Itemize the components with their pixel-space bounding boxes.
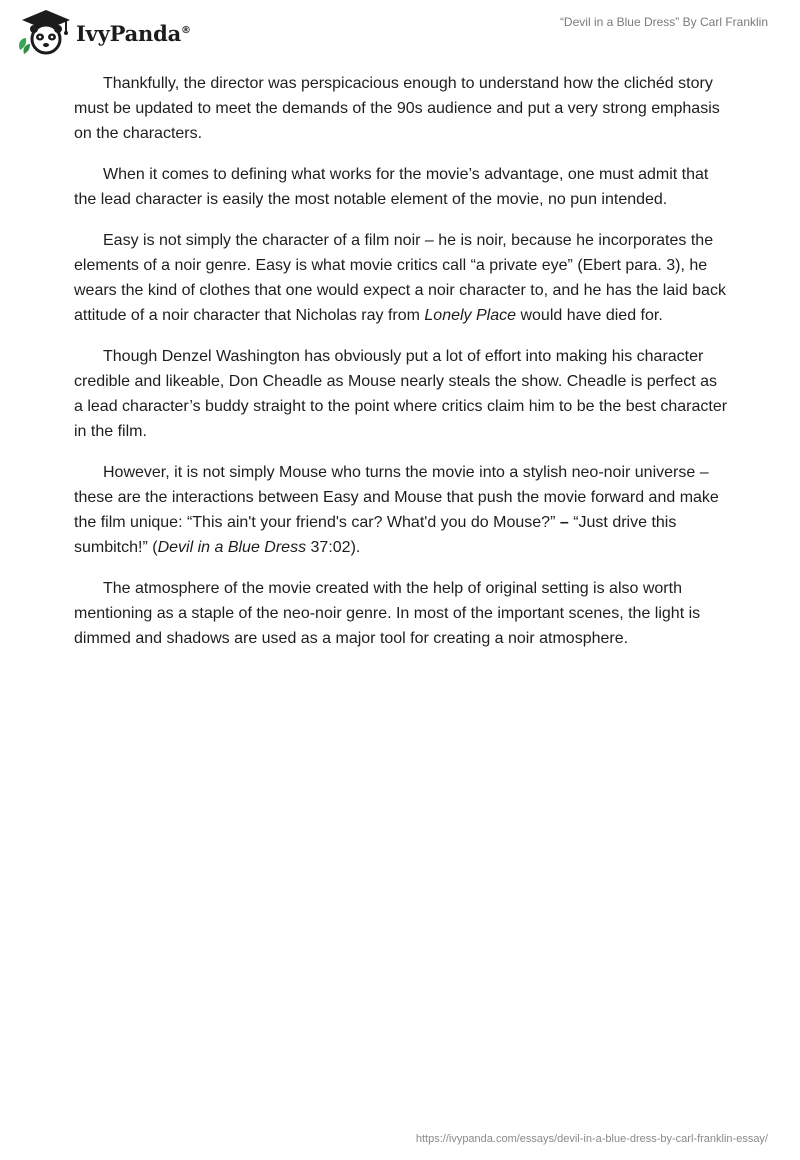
- paragraph: Thankfully, the director was perspicacious enough to understand how the clichéd story must be updated to meet the demands of the 90s audience and put a very strong emphasis on the characters.: [74, 75, 720, 142]
- paragraph-text: However, it is not simply Mouse who turns the movie into a stylish neo-noir universe – these are the interactions between Easy and Mouse that push the movie forward and make the film unique: “This ain't your friend's car? What'd you do Mouse?”: [74, 464, 719, 531]
- essay-body: [74, 71, 728, 667]
- registered-mark: ®: [181, 24, 191, 36]
- running-title: “Devil in a Blue Dress” By Carl Franklin: [559, 15, 768, 29]
- ivypanda-logo[interactable]: [16, 8, 191, 56]
- page-header: [0, 0, 800, 64]
- paragraph-text: would have died for.: [516, 307, 663, 324]
- film-title-italic: Devil in a Blue Dress: [157, 539, 307, 556]
- paragraph: Though Denzel Washington has obviously put a lot of effort into making his character credible and likeable, Don Cheadle as Mouse nearly steals the show. Cheadle is perfect as a lead character’s buddy straight to the point where critics claim him to be the best character in the film.: [74, 348, 728, 440]
- panda-graduate-icon: [16, 8, 72, 56]
- paragraph: [74, 460, 728, 560]
- paragraph-text: Easy is not simply the character of a film noir – he is noir, because he incorporates the elements of a noir genre. Easy is what movie critics call “a private eye” (Ebert para. 3), he wears the kind of clothes that one would expect a noir character to, and he has the laid back attitude of a noir character that Nicholas ray from: [74, 232, 726, 324]
- paragraph: When it comes to defining what works for the movie’s advantage, one must admit that the lead character is easily the most notable element of the movie, no pun intended.: [74, 166, 709, 208]
- bold-dash: –: [559, 514, 569, 531]
- film-title-italic: Lonely Place: [424, 307, 517, 324]
- paragraph: [74, 228, 728, 328]
- paragraph-text: 37:02).: [306, 539, 361, 556]
- source-url-link[interactable]: https://ivypanda.com/essays/devil-in-a-blue-dress-by-carl-franklin-essay/: [415, 1133, 768, 1145]
- paragraph: The atmosphere of the movie created with the help of original setting is also worth mentioning as a staple of the neo-noir genre. In most of the important scenes, the light is dimmed and shadows are used as a major tool for creating a noir atmosphere.: [74, 580, 701, 647]
- logo-wordmark: IvyPanda®: [76, 20, 191, 46]
- paragraph-text: “Just drive this sumbitch!” (: [74, 514, 677, 556]
